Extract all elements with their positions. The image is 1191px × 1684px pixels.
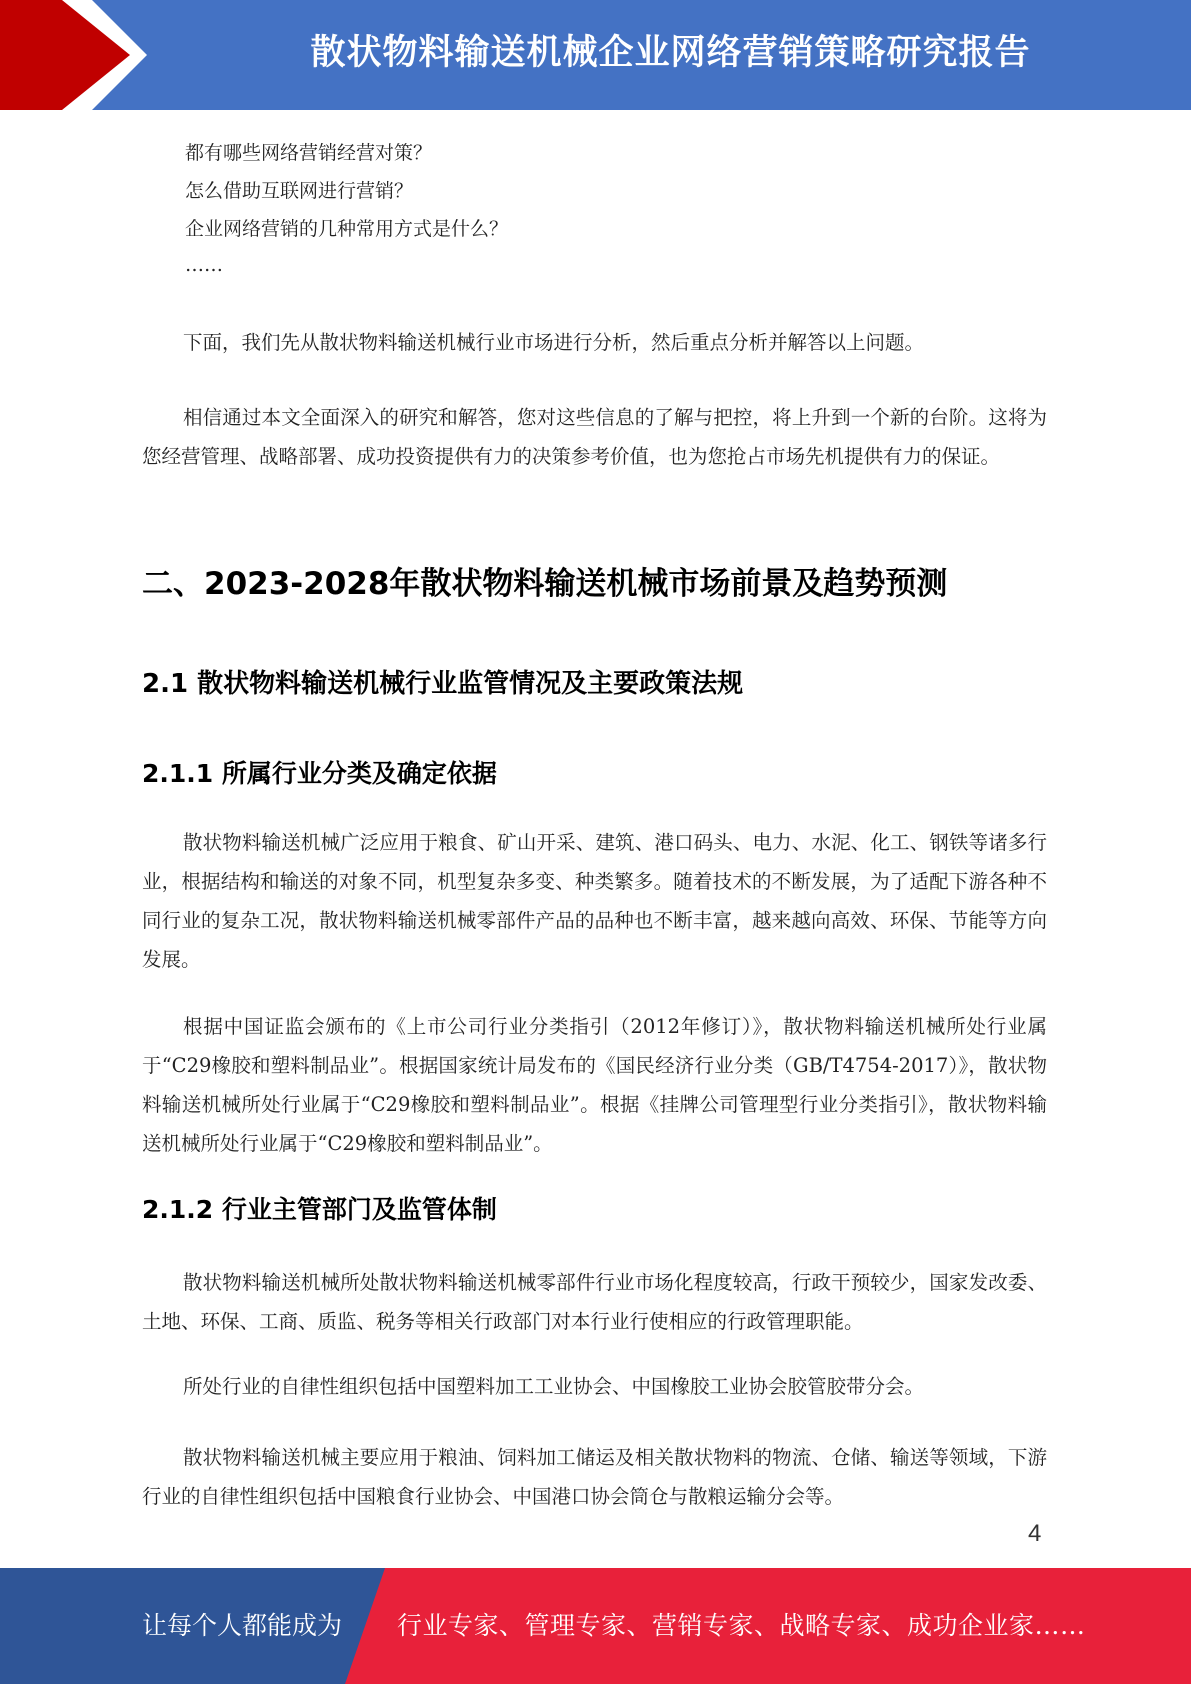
question-item: 企业网络营销的几种常用方式是什么？ — [185, 218, 509, 240]
intro-paragraph: 下面，我们先从散状物料输送机械行业市场进行分析，然后重点分析并解答以上问题。 — [183, 331, 925, 354]
body-paragraph: 散状物料输送机械主要应用于粮油、饲料加工储运及相关散状物料的物流、仓储、输送等领域，下游行业的自律性组织包括中国粮食行业协会、中国港口协会筒仓与散粮运输分会等。 — [142, 1446, 1047, 1508]
footer-slogan-right: 行业专家、管理专家、营销专家、战略专家、成功企业家…… — [397, 1611, 1086, 1640]
report-title: 散状物料输送机械企业网络营销策略研究报告 — [310, 33, 1031, 73]
footer-slogan-left: 让每个人都能成为 — [142, 1611, 343, 1640]
subsection-heading: 2.1 散状物料输送机械行业监管情况及主要政策法规 — [142, 669, 744, 699]
header-arrow-decoration — [0, 0, 160, 110]
subsubsection-heading: 2.1.1 所属行业分类及确定依据 — [142, 759, 497, 788]
section-heading: 二、2023-2028年散状物料输送机械市场前景及趋势预测 — [142, 566, 948, 602]
body-paragraph: 所处行业的自律性组织包括中国塑料加工工业协会、中国橡胶工业协会胶管胶带分会。 — [183, 1375, 925, 1398]
page-footer — [0, 1568, 1191, 1684]
question-item: 怎么借助互联网进行营销？ — [185, 180, 414, 202]
ellipsis-item: …… — [185, 254, 223, 276]
body-paragraph: 散状物料输送机械所处散状物料输送机械零部件行业市场化程度较高，行政干预较少，国家发改委、土地、环保、工商、质监、税务等相关行政部门对本行业行使相应的行政管理职能。 — [142, 1271, 1047, 1333]
body-paragraph: 根据中国证监会颁布的《上市公司行业分类指引（2012年修订）》，散状物料输送机械所处行业属于“C29橡胶和塑料制品业”。根据国家统计局发布的《国民经济行业分类（GB/T4754-2017）》，散状物料输送机械所处行业属于“C29橡胶和塑料制品业”。根据《挂牌公司管理型行业分类指引》，散状物料输送机械所处行业属于“C29橡胶和塑料制品业”。 — [142, 1015, 1047, 1155]
intro-paragraph: 相信通过本文全面深入的研究和解答，您对这些信息的了解与把控，将上升到一个新的台阶。这将为您经营管理、战略部署、成功投资提供有力的决策参考价值，也为您抢占市场先机提供有力的保证。 — [142, 406, 1047, 468]
page-number: 4 — [1028, 1520, 1042, 1547]
subsubsection-heading: 2.1.2 行业主管部门及监管体制 — [142, 1195, 497, 1224]
page-header — [0, 0, 1191, 110]
question-item: 都有哪些网络营销经营对策？ — [185, 142, 433, 164]
body-paragraph: 散状物料输送机械广泛应用于粮食、矿山开采、建筑、港口码头、电力、水泥、化工、钢铁等诸多行业，根据结构和输送的对象不同，机型复杂多变、种类繁多。随着技术的不断发展，为了适配下游各种不同行业的复杂工况，散状物料输送机械零部件产品的品种也不断丰富，越来越向高效、环保、节能等方向发展。 — [142, 831, 1047, 971]
